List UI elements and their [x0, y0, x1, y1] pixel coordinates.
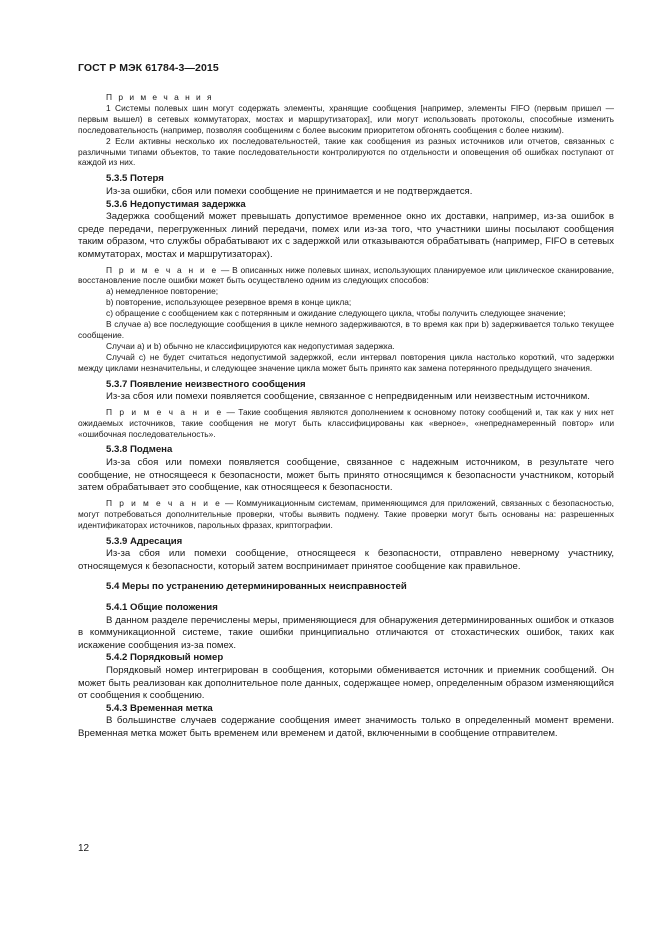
section-text-5-3-7: Из-за сбоя или помехи появляется сообщение, связанное с непредвиденным или неизвестным источником.	[106, 391, 590, 403]
list-item-a: a) немедленное повторение;	[106, 286, 219, 297]
section-heading-5-4: 5.4 Меры по устранению детерминированных неисправностей	[106, 581, 407, 593]
note-para-3: Случай c) не будет считаться недопустимой задержкой, если интервал повторения цикла настолько короткий, что задержки между циклами незначительны, и следующее значение цикла может быть принято как замена потерянного предыдущего значения.	[78, 351, 614, 373]
list-item-c: c) обращение с сообщением как с потерянным и ожидание следующего цикла, чтобы получить следующее значение;	[106, 308, 566, 319]
section-text-5-4-3: В большинстве случаев содержание сообщения имеет значимость только в определенный момент времени. Временная метка может быть временем или временем и датой, включенными в сообщение отправителем.	[78, 715, 614, 739]
section-heading-5-3-7: 5.3.7 Появление неизвестного сообщения	[106, 378, 306, 390]
note-para-1: В случае a) все последующие сообщения в цикле немного задерживаются, в то время как при b) задерживается только текущее сообщение.	[78, 319, 614, 340]
note-para-2: Случаи a) и b) обычно не классифицируются как недопустимая задержка.	[106, 340, 395, 351]
note-text: — Коммуникационным системам, применяющимся для приложений, связанных с безопасностью, могут потребоваться дополнительные проверки, чтобы выявить подмену. Такие проверки могут быть основаны на: разрешенных идентификаторах источников, парольных фразах, криптографии.	[78, 497, 614, 530]
document-header: ГОСТ Р МЭК 61784-3—2015	[78, 62, 219, 74]
note-2: 2 Если активны несколько их последовательностей, такие как сообщения из разных источников или отчетов, связанных с различными типами объектов, то такие последовательности контролируются по отдельности и оповещения об ошибках поступают от каждой из них.	[78, 135, 614, 168]
page-content	[78, 92, 614, 740]
section-heading-5-4-2: 5.4.2 Порядковый номер	[106, 652, 224, 664]
note-5-3-8	[78, 498, 614, 531]
note-label: П р и м е ч а н и е	[106, 264, 219, 275]
note-label: П р и м е ч а н и е	[106, 406, 224, 417]
list-item-b: b) повторение, использующее резервное время в конце цикла;	[106, 297, 352, 308]
note-1: 1 Системы полевых шин могут содержать элементы, хранящие сообщения [например, элементы FIFO (первым пришел — первым вышел) в сетевых коммутаторах, мостах и маршрутизаторах], или могут использовать протоколы, способные изменить последовательность (например, позволяя сообщениям с более высоким приоритетом обгонять сообщения с более низким).	[78, 102, 614, 135]
note-5-3-7	[78, 407, 614, 440]
note-label: П р и м е ч а н и е	[106, 497, 222, 508]
section-heading-5-3-5: 5.3.5 Потеря	[106, 173, 164, 185]
section-text-5-3-9: Из-за сбоя или помехи сообщение, относящееся к безопасности, отправлено неверному участнику, относящемуся к безопасности, который затем воспринимает принятое сообщение как правильное.	[78, 548, 614, 572]
section-text-5-4-1: В данном разделе перечислены меры, применяющиеся для обнаружения детерминированных ошибок и отказов в коммуникационной системе, такие ошибки принципиально отличаются от стохастических ошибок, таких как искажение сообщения из-за помех.	[78, 614, 614, 651]
section-heading-5-4-3: 5.4.3 Временная метка	[106, 702, 213, 714]
note-text: — В описанных ниже полевых шинах, использующих планируемое или циклическое сканирование, восстановление после ошибки может быть осуществлено одним из следующих способов:	[78, 264, 614, 286]
section-heading-5-3-6: 5.3.6 Недопустимая задержка	[106, 198, 246, 210]
section-heading-5-3-9: 5.3.9 Адресация	[106, 535, 183, 547]
page-number: 12	[78, 843, 90, 854]
note-text: — Такие сообщения являются дополнением к основному потоку сообщений и, так как у них нет ожидаемых источников, такие сообщения не могут быть классифицированы как «верное», «непреднамеренный повтор» или «ошибочная последовательность».	[78, 406, 614, 439]
section-text-5-3-5: Из-за ошибки, сбоя или помехи сообщение не принимается и не подтверждается.	[106, 185, 473, 197]
section-text-5-4-2: Порядковый номер интегрирован в сообщения, которыми обменивается источник и приемник сообщений. Он может быть реализован как дополнительное поле данных, содержащее номер, определенным образом изменяющийся от сообщения к сообщению.	[78, 664, 614, 702]
section-heading-5-3-8: 5.3.8 Подмена	[106, 444, 173, 456]
note-5-3-6	[78, 265, 614, 287]
section-heading-5-4-1: 5.4.1 Общие положения	[106, 601, 218, 613]
section-text-5-3-8: Из-за сбоя или помехи появляется сообщение, связанное с надежным источником, в результате чего сообщение, не относящееся к безопасности, может быть принято относящимся к безопасности участником, который затем обрабатывает это сообщение, как относящееся к безопасности.	[78, 457, 614, 494]
section-text-5-3-6: Задержка сообщений может превышать допустимое временное окно их доставки, например, из-за ошибок в среде передачи, перегруженных линий передачи, помех или из-за того, что участники шины посылают сообщения таким образом, что службы обрабатывают их с задержкой или отказываются обрабатывать (например, FIFO в сетевых коммутаторах, мостах и маршрутизаторах).	[78, 211, 614, 260]
notes-title: П р и м е ч а н и я	[106, 92, 214, 102]
